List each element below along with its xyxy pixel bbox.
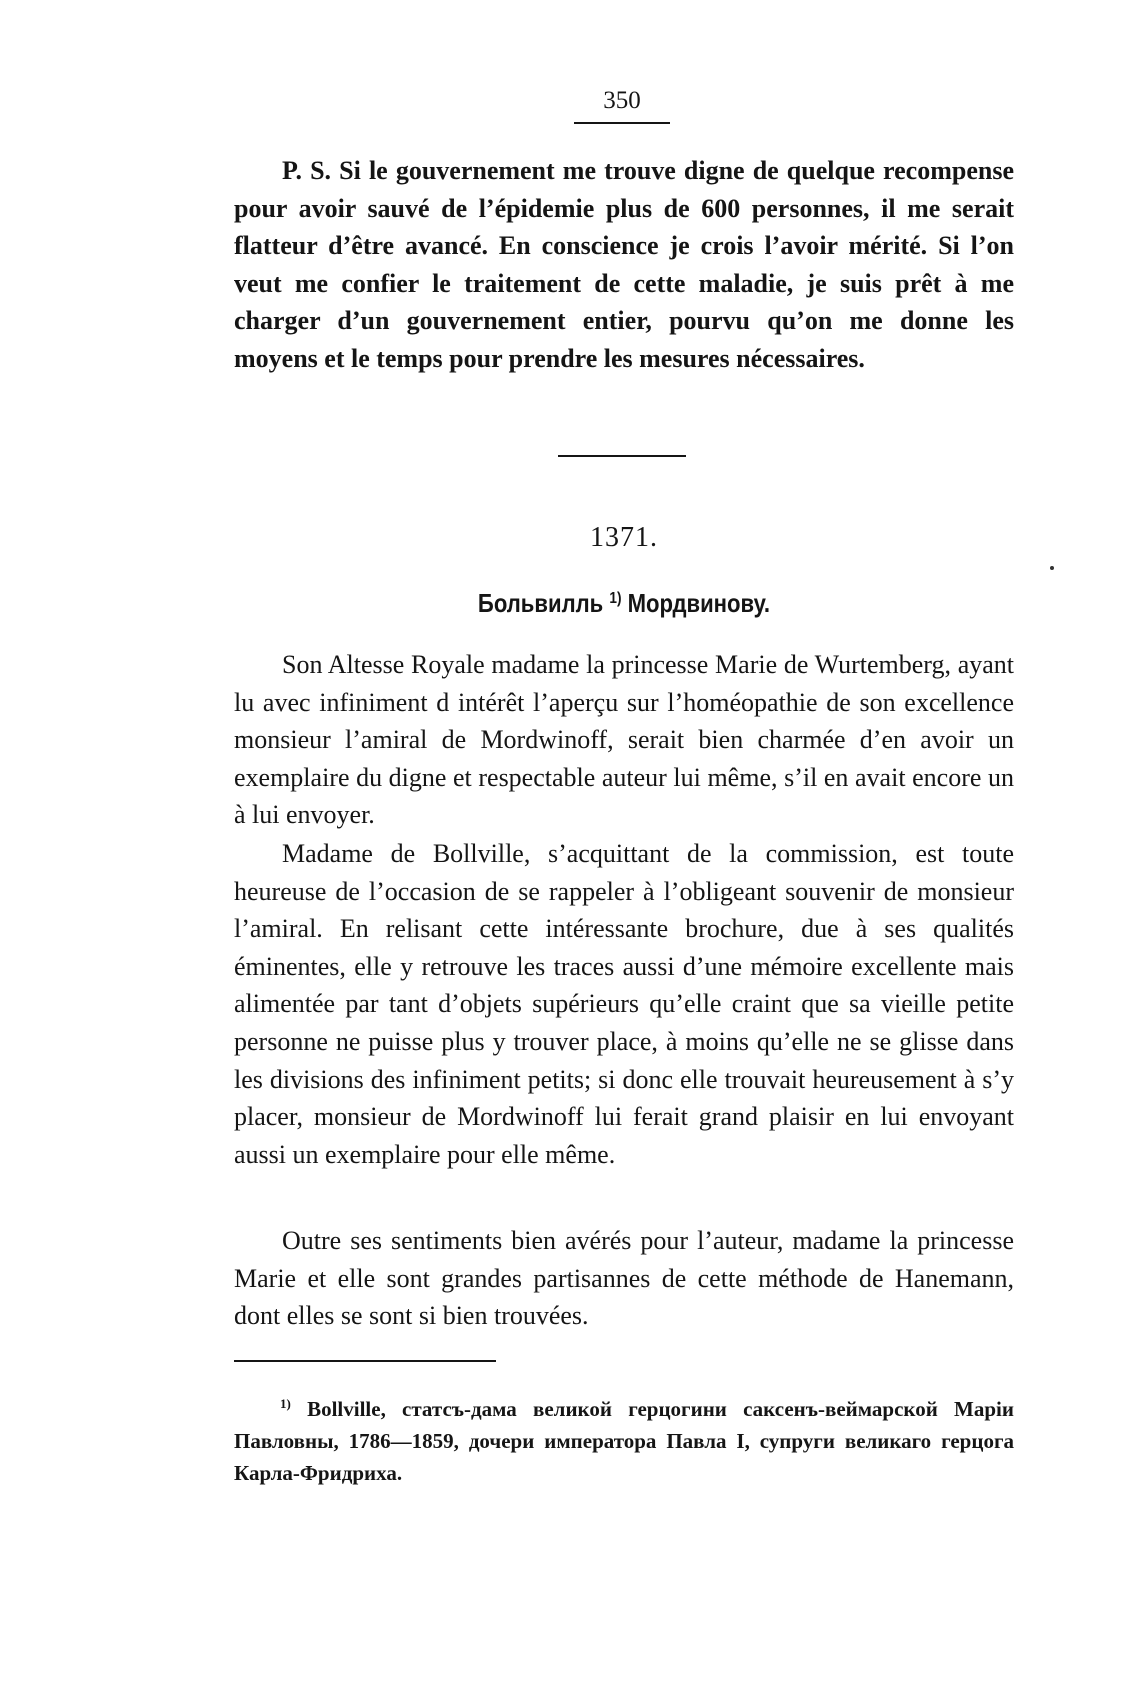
postscript-paragraph: P. S. Si le gouvernement me trouve digne de quelque recompense pour avoir sauvé de l’épidemie plus de 600 personnes, il me serait flatteur d’être avancé. En conscience je crois l’avoir mérité. Si l’on veut me confier le traitement de cette maladie, je suis prêt à me charger d’un gouvernement entier, pourvu qu’on me donne les moyens et le temps pour prendre les mesures nécessaires. bbox=[234, 156, 1014, 373]
heading-footnote-ref: 1) bbox=[609, 590, 622, 607]
heading-recipient: Мордвинову. bbox=[627, 588, 771, 618]
letter-paragraph-3: Outre ses sentiments bien avérés pour l’auteur, madame la princesse Marie et elle sont grandes partisannes de cette méthode de Hanemann, dont elles se sont si bien trouvées. bbox=[234, 1226, 1014, 1331]
scan-speck bbox=[1050, 566, 1054, 570]
footnote-text: Bollville, статсъ-дама великой герцогини саксенъ-веймарской Марiи Павловны, 1786—1859, дочери императора Павла I, супруги великаго герцога Карла-Фридриха. bbox=[234, 1397, 1014, 1485]
footnote bbox=[234, 1388, 1014, 1489]
letter-number: 1371. bbox=[590, 522, 658, 553]
heading-sender: Больвилль bbox=[477, 588, 604, 618]
section-separator bbox=[558, 455, 686, 457]
page-number: 350 bbox=[603, 87, 641, 114]
footnote-marker: 1) bbox=[280, 1396, 291, 1411]
letter-paragraph-1: Son Altesse Royale madame la princesse Marie de Wurtemberg, ayant lu avec infiniment d intérêt l’aperçu sur l’homéopathie de son excellence monsieur l’amiral de Mordwinoff, serait bien charmée d’en avoir un exemplaire du digne et respectable auteur lui même, s’il en avait encore un à lui envoyer. bbox=[234, 650, 1014, 830]
letter-paragraph-2: Madame de Bollville, s’acquittant de la commission, est toute heureuse de l’occasion de se rappeler à l’obligeant souvenir de monsieur l’amiral. En relisant cette intéressante brochure, due à ses qualités éminentes, elle y retrouve les traces aussi d’une mémoire excellente mais alimentée par tant d’objets supérieurs qu’elle craint que sa vieille petite personne ne puisse plus y trouver place, à moins qu’elle ne se glisse dans les divisions des infiniment petits; si donc elle trouvait heureusement à s’y placer, monsieur de Mordwinoff lui ferait grand plaisir en lui envoyant aussi un exemplaire pour elle même. bbox=[234, 839, 1014, 1169]
page-number-underline bbox=[574, 122, 670, 124]
footnote-separator bbox=[234, 1360, 496, 1362]
letter-heading bbox=[412, 582, 837, 620]
